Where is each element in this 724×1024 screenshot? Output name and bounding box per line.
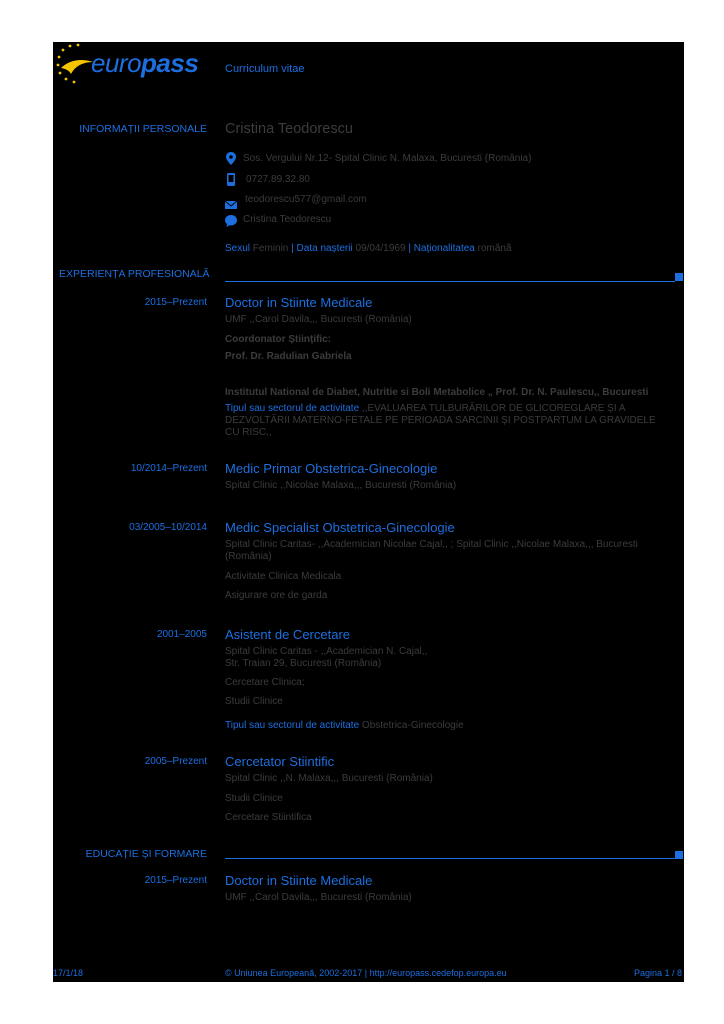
email-text[interactable]: teodorescu577@gmail.com [245, 194, 367, 205]
experience-sector-4 [225, 720, 464, 731]
nationality-value: română [477, 243, 512, 254]
experience-date-1: 2015–Prezent [144, 297, 207, 308]
cv-page [53, 42, 684, 982]
experience-title-5: Cercetator Stiintific [225, 754, 335, 769]
birth-label: Data nașterii [296, 243, 353, 254]
education-date-1: 2015–Prezent [144, 875, 207, 886]
europass-logo [53, 42, 213, 87]
sector-label-4: Tipul sau sectorul de activitate [225, 720, 360, 731]
education-rule-end [675, 851, 683, 859]
experience-title-3: Medic Specialist Obstetrica-Ginecologie [225, 520, 455, 535]
coordinator-name: Prof. Dr. Radulian Gabriela [225, 351, 352, 362]
experience-duty-5a: Studii Clinice [225, 793, 283, 804]
sector-label-1: Tipul sau sectorul de activitate [225, 403, 360, 414]
experience-title-1: Doctor in Stiinte Medicale [225, 295, 373, 310]
mobile-phone-icon [227, 173, 235, 191]
messenger-icon [225, 214, 237, 232]
experience-employer-3b: (România) [225, 551, 272, 562]
experience-rule [225, 281, 675, 282]
experience-employer-4b: Str. Traian 29, Bucuresti (România) [225, 658, 382, 669]
messenger-text: Cristina Teodorescu [243, 214, 332, 225]
personal-section-label: INFORMAȚII PERSONALE [79, 123, 207, 135]
address-text: Sos. Vergului Nr.12- Spital Clinic N. Malaxa, Bucuresti (România) [243, 153, 532, 164]
logo-text-pass: pass [141, 48, 199, 78]
experience-duty-5b: Cercetare Stiintifica [225, 812, 312, 823]
coordinator-label: Coordonator Științific: [225, 334, 332, 345]
birth-value: 09/04/1969 [355, 243, 406, 254]
footer-date: 17/1/18 [53, 968, 84, 978]
person-name: Cristina Teodorescu [225, 121, 353, 137]
footer-copyright[interactable]: © Uniunea Europeană, 2002-2017 | http://europass.cedefop.europa.eu [225, 968, 507, 978]
education-title-1: Doctor in Stiinte Medicale [225, 873, 373, 888]
education-institution-1: UMF ,,Carol Davila,,, Bucuresti (România) [225, 892, 412, 903]
personal-details-line [225, 243, 512, 254]
sex-value: Feminin [252, 243, 289, 254]
experience-date-5: 2005–Prezent [144, 756, 207, 767]
experience-employer-5: Spital Clinic ,,N. Malaxa,,, Bucuresti (România) [225, 773, 433, 784]
experience-duty-4a: Cercetare Clinica; [225, 677, 305, 688]
education-rule [225, 858, 675, 859]
experience-duty-3b: Asigurare ore de garda [225, 590, 328, 601]
experience-sector-1 [225, 403, 656, 439]
location-icon [226, 152, 236, 170]
sector-line-3: CU RISC,, [225, 427, 272, 438]
experience-date-2: 10/2014–Prezent [130, 463, 207, 474]
experience-date-3: 03/2005–10/2014 [129, 522, 207, 533]
experience-institution-1: Institutul National de Diabet, Nutritie si Boli Metabolice „ Prof. Dr. N. Paulescu,, Bucuresti [225, 387, 649, 398]
logo-text-euro: euro [91, 48, 142, 78]
education-section-label: EDUCAȚIE ȘI FORMARE [85, 848, 207, 860]
separator-1: | [291, 243, 294, 254]
experience-date-4: 2001–2005 [156, 629, 207, 640]
sex-label: Sexul [225, 243, 251, 254]
phone-text: 0727.89.32.80 [246, 174, 310, 185]
experience-duty-4b: Studii Clinice [225, 696, 283, 707]
sector-value-4: Obstetrica-Ginecologie [361, 720, 464, 731]
experience-rule-end [675, 273, 683, 281]
sector-line-2: DEZVOLTĂRII MATERNO-FETALE PE PERIOADA SARCINII ȘI POSTPARTUM LA GRAVIDELE [225, 415, 656, 426]
experience-duty-3a: Activitate Clinica Medicala [225, 571, 342, 582]
experience-employer-2: Spital Clinic ,,Nicolae Malaxa,,, Bucuresti (România) [225, 480, 457, 491]
doc-title: Curriculum vitae [225, 63, 305, 75]
experience-section-label: EXPERIENȚA PROFESIONALĂ [59, 268, 210, 280]
experience-employer-3a: Spital Clinic Caritas- ,,Academician Nicolae Cajal,, ; Spital Clinic ,,Nicolae Malaxa,,, Bucuresti [225, 539, 638, 550]
experience-employer-1: UMF ,,Carol Davila,,, Bucuresti (România) [225, 314, 412, 325]
experience-title-2: Medic Primar Obstetrica-Ginecologie [225, 461, 438, 476]
sector-line-1: ,,EVALUAREA TULBURĂRILOR DE GLICOREGLARE ȘI A [361, 403, 626, 414]
nationality-label: Naționalitatea [413, 243, 475, 254]
footer-page-number: Pagina 1 / 8 [633, 968, 682, 978]
email-icon [225, 196, 237, 214]
experience-employer-4a: Spital Clinic Caritas - ,,Academician N. Cajal,, [225, 646, 428, 657]
separator-2: | [408, 243, 411, 254]
experience-title-4: Asistent de Cercetare [225, 627, 351, 642]
